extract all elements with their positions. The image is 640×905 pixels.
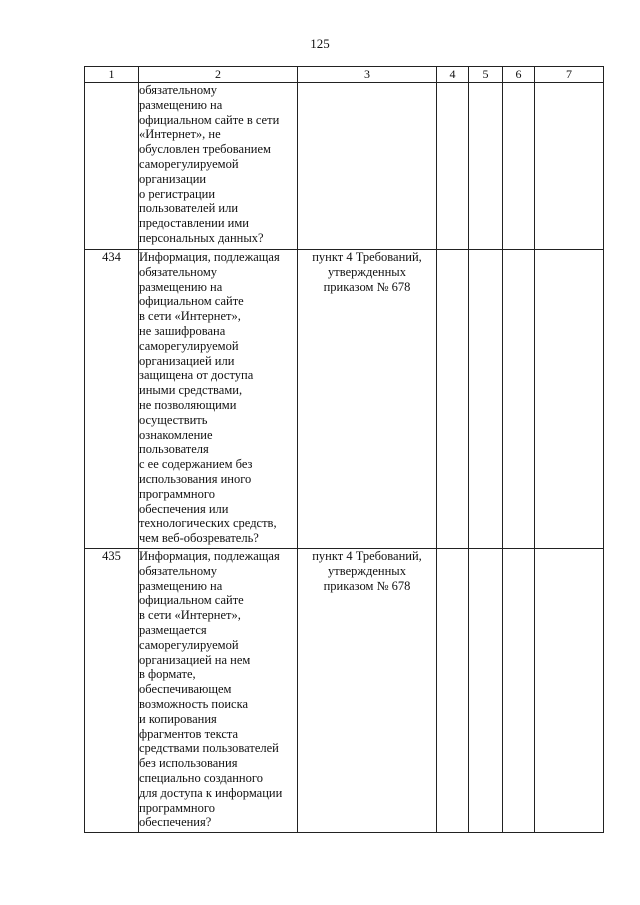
column-header: 7: [535, 67, 604, 83]
text-line: фрагментов текста: [139, 726, 239, 741]
text-line: предоставлении ими: [139, 216, 249, 231]
text-line: и копирования: [139, 711, 217, 726]
text-line: о регистрации: [139, 186, 216, 201]
text-line: Информация, подлежащая: [139, 250, 280, 264]
text-line: обеспечения или: [139, 501, 229, 516]
table-row: [85, 83, 604, 250]
text-line: организацией на нем: [139, 652, 251, 667]
text-line: без использования: [139, 756, 238, 771]
empty-cell: [535, 250, 604, 549]
table-row: [85, 250, 604, 549]
requirements-table: [84, 66, 604, 833]
empty-cell: [437, 549, 469, 833]
text-line: персональных данных?: [139, 230, 264, 245]
text-line: обеспечивающем: [139, 682, 232, 697]
text-line: программного: [139, 486, 215, 501]
text-line: в формате,: [139, 667, 196, 682]
row-number-cell: [85, 83, 139, 250]
text-line: не зашифрована: [139, 323, 226, 338]
legal-reference-cell: [298, 83, 437, 250]
empty-cell: [503, 549, 535, 833]
column-header: 5: [469, 67, 503, 83]
column-header: 4: [437, 67, 469, 83]
text-line: возможность поиска: [139, 696, 249, 711]
reference-line: пункт 4 Требований,: [312, 250, 422, 264]
text-line: обязательному: [139, 563, 218, 578]
row-number-cell: 435: [85, 549, 139, 833]
text-line: в сети «Интернет»,: [139, 608, 241, 623]
text-line: с ее содержанием без: [139, 457, 253, 472]
text-line: размещению на: [139, 279, 223, 294]
text-line: использования иного: [139, 471, 252, 486]
text-line: средствами пользователей: [139, 741, 279, 756]
empty-cell: [503, 250, 535, 549]
empty-cell: [503, 83, 535, 250]
empty-cell: [437, 83, 469, 250]
text-line: обусловлен требованием: [139, 142, 271, 157]
text-line: специально созданного: [139, 770, 263, 785]
column-header: 2: [139, 67, 298, 83]
text-line: пользователей или: [139, 201, 239, 216]
text-line: обязательному: [139, 264, 218, 279]
reference-line: утвержденных: [328, 563, 406, 578]
text-line: в сети «Интернет»,: [139, 309, 241, 324]
text-line: размещению на: [139, 578, 223, 593]
column-header: 3: [298, 67, 437, 83]
empty-cell: [469, 83, 503, 250]
text-line: обязательному: [139, 83, 218, 97]
text-line: официальном сайте в сети: [139, 112, 280, 127]
text-line: официальном сайте: [139, 593, 244, 608]
empty-cell: [469, 549, 503, 833]
text-line: ознакомление: [139, 427, 213, 442]
text-line: саморегулируемой: [139, 637, 239, 652]
empty-cell: [535, 549, 604, 833]
text-line: пользователя: [139, 442, 209, 457]
text-line: для доступа к информации: [139, 785, 283, 800]
column-header: 6: [503, 67, 535, 83]
reference-line: приказом № 678: [323, 279, 411, 294]
row-number-cell: 434: [85, 250, 139, 549]
text-line: программного: [139, 800, 215, 815]
requirement-text-cell: [139, 250, 298, 549]
text-line: чем веб-обозреватель?: [139, 531, 259, 546]
text-line: официальном сайте: [139, 294, 244, 309]
text-line: иными средствами,: [139, 383, 243, 398]
column-header: 1: [85, 67, 139, 83]
empty-cell: [437, 250, 469, 549]
text-line: размещается: [139, 622, 207, 637]
text-line: размещению на: [139, 97, 223, 112]
text-line: обеспечения?: [139, 815, 212, 830]
text-line: организации: [139, 171, 207, 186]
empty-cell: [535, 83, 604, 250]
text-line: «Интернет», не: [139, 127, 221, 142]
text-line: осуществить: [139, 412, 208, 427]
reference-line: утвержденных: [328, 264, 406, 279]
page-number: 125: [310, 36, 330, 51]
reference-line: пункт 4 Требований,: [312, 549, 422, 563]
legal-reference-cell: [298, 549, 437, 833]
text-line: Информация, подлежащая: [139, 549, 280, 563]
text-line: организацией или: [139, 353, 235, 368]
table-row: [85, 549, 604, 833]
text-line: не позволяющими: [139, 397, 237, 412]
requirement-text-cell: [139, 549, 298, 833]
empty-cell: [469, 250, 503, 549]
table-header-row: [85, 67, 604, 83]
text-line: саморегулируемой: [139, 156, 239, 171]
text-line: саморегулируемой: [139, 338, 239, 353]
text-line: технологических средств,: [139, 516, 277, 531]
requirement-text-cell: [139, 83, 298, 250]
reference-line: приказом № 678: [323, 578, 411, 593]
text-line: защищена от доступа: [139, 368, 254, 383]
legal-reference-cell: [298, 250, 437, 549]
